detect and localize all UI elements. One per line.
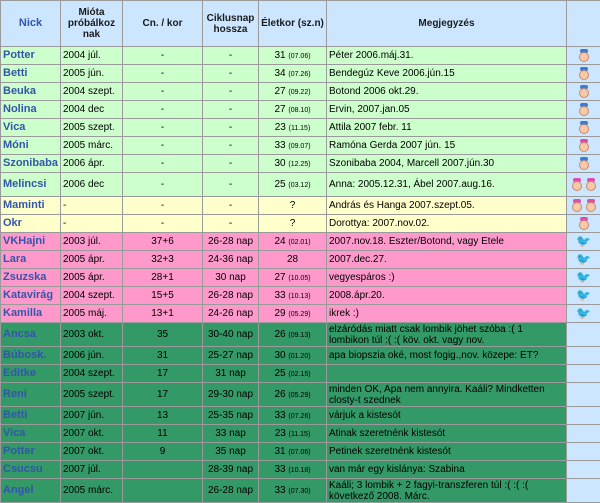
since-cell: 2005 szept. [61, 383, 123, 407]
birthday-value: (11.15) [289, 431, 311, 438]
nick-cell: Ancsa [1, 323, 61, 347]
age-cell [259, 347, 327, 365]
header-since: Mióta próbálkoz nak [61, 1, 123, 47]
nick-cell: Betti [1, 407, 61, 425]
cycle-cell: 33 nap [203, 425, 259, 443]
nick-cell: Editke [1, 365, 61, 383]
age-cell [259, 383, 327, 407]
age-cell [259, 287, 327, 305]
age-value: ? [290, 218, 296, 229]
cn-cell [123, 479, 203, 503]
birthday-value: (07.30) [288, 488, 310, 495]
stork-icon: 🐦 [576, 236, 591, 247]
icon-cell [567, 443, 600, 461]
header-cn: Cn. / kor [123, 1, 203, 47]
table-row [1, 47, 600, 65]
table-row [1, 269, 600, 287]
note-cell: Szonibaba 2004, Marcell 2007.jún.30 [327, 155, 567, 173]
birthday-value: (02.01) [288, 239, 310, 246]
baby-boy-icon [577, 85, 591, 99]
baby-pair-icon [570, 178, 584, 192]
cn-cell: 17 [123, 365, 203, 383]
table-row [1, 65, 600, 83]
table-row [1, 305, 600, 323]
age-value: 30 [274, 350, 285, 361]
table-row [1, 251, 600, 269]
since-cell: 2005 márc. [61, 479, 123, 503]
icon-cell [567, 155, 600, 173]
birthday-value: (11.15) [289, 125, 311, 132]
birthday-value: (07.26) [288, 413, 310, 420]
age-value: 33 [274, 140, 285, 151]
icon-cell [567, 233, 600, 251]
cycle-cell: 24-26 nap [203, 305, 259, 323]
age-value: 30 [274, 158, 285, 169]
icon-cell [567, 269, 600, 287]
table-row [1, 347, 600, 365]
table-row [1, 443, 600, 461]
icon-cell [567, 305, 600, 323]
cycle-cell: - [203, 119, 259, 137]
cn-cell: - [123, 137, 203, 155]
icon-cell [567, 383, 600, 407]
age-cell [259, 425, 327, 443]
age-value: 25 [274, 179, 285, 190]
age-cell [259, 233, 327, 251]
icon-cell [567, 251, 600, 269]
baby-boy-icon [577, 67, 591, 81]
cn-cell: - [123, 65, 203, 83]
note-cell: apa biopszia oké, most fogig.,nov. közepe: ET? [327, 347, 567, 365]
cycle-cell: - [203, 197, 259, 215]
age-cell [259, 137, 327, 155]
since-cell: 2004 szept. [61, 83, 123, 101]
icon-cell [567, 83, 600, 101]
icon-cell [567, 215, 600, 233]
icon-cell [567, 347, 600, 365]
age-cell [259, 461, 327, 479]
table-row [1, 479, 600, 503]
birthday-value: (05.29) [288, 311, 310, 318]
cycle-cell: - [203, 101, 259, 119]
age-cell [259, 101, 327, 119]
birthday-value: (01.20) [288, 353, 310, 360]
age-value: 24 [274, 236, 285, 247]
nick-cell: Szonibaba [1, 155, 61, 173]
cycle-cell: - [203, 47, 259, 65]
cn-cell: 9 [123, 443, 203, 461]
since-cell: 2005 ápr. [61, 251, 123, 269]
since-cell: 2005 jún. [61, 65, 123, 83]
cycle-cell: - [203, 83, 259, 101]
note-cell: Péter 2006.máj.31. [327, 47, 567, 65]
since-cell: - [61, 197, 123, 215]
nick-cell: Vica [1, 425, 61, 443]
cycle-cell: 24-36 nap [203, 251, 259, 269]
cn-cell: 28+1 [123, 269, 203, 287]
baby-pair-icon [584, 178, 598, 192]
icon-cell [567, 479, 600, 503]
nick-cell: Móni [1, 137, 61, 155]
note-cell: 2007.dec.27. [327, 251, 567, 269]
since-cell: - [61, 215, 123, 233]
cn-cell: 31 [123, 347, 203, 365]
header-nick: Nick [1, 1, 61, 47]
cycle-cell: 31 nap [203, 365, 259, 383]
birthday-value: (12.25) [288, 161, 310, 168]
nick-cell: Reni [1, 383, 61, 407]
age-value: ? [290, 200, 296, 211]
age-value: 25 [274, 368, 285, 379]
nick-cell: Okr [1, 215, 61, 233]
stork-icon: 🐦 [576, 254, 591, 265]
note-cell: Atinak szeretnénk kistesót [327, 425, 567, 443]
nick-cell: Angel [1, 479, 61, 503]
age-cell [259, 215, 327, 233]
birthday-value: (02.15) [288, 371, 310, 378]
age-cell [259, 119, 327, 137]
header-notes: Megjegyzés [327, 1, 567, 47]
age-value: 27 [274, 86, 285, 97]
cn-cell: - [123, 173, 203, 197]
nick-cell: Betti [1, 65, 61, 83]
baby-twins-icon [584, 199, 598, 213]
baby-boy-icon [577, 121, 591, 135]
stork-icon: 🐦 [576, 290, 591, 301]
table-row [1, 323, 600, 347]
since-cell: 2005 ápr. [61, 269, 123, 287]
icon-cell [567, 461, 600, 479]
table-row [1, 383, 600, 407]
table-row [1, 215, 600, 233]
age-cell [259, 305, 327, 323]
age-cell [259, 443, 327, 461]
cycle-cell: 25-35 nap [203, 407, 259, 425]
age-value: 28 [287, 254, 298, 265]
icon-cell [567, 65, 600, 83]
note-cell: Anna: 2005.12.31, Ábel 2007.aug.16. [327, 173, 567, 197]
icon-cell [567, 287, 600, 305]
birthday-value: (09.13) [288, 332, 310, 339]
icon-cell [567, 197, 600, 215]
birthday-value: (07.26) [288, 71, 310, 78]
age-cell [259, 155, 327, 173]
table-body [1, 47, 600, 503]
cycle-cell: 30-40 nap [203, 323, 259, 347]
cn-cell: - [123, 101, 203, 119]
since-cell: 2007 júl. [61, 461, 123, 479]
note-cell: Kaáli; 3 lombik + 2 fagyi-transzferen túl :( :( :( következő 2008. Márc. [327, 479, 567, 503]
age-cell [259, 197, 327, 215]
note-cell: minden OK, Apa nem annyira. Kaáli? Mindketten closty-t szednek [327, 383, 567, 407]
since-cell: 2006 jún. [61, 347, 123, 365]
cn-cell [123, 461, 203, 479]
age-value: 33 [274, 485, 285, 496]
table-row [1, 137, 600, 155]
icon-cell [567, 425, 600, 443]
cycle-cell: - [203, 137, 259, 155]
table-row [1, 101, 600, 119]
birthday-value: (08.10) [288, 107, 310, 114]
cn-cell: - [123, 155, 203, 173]
note-cell: Ervin, 2007.jan.05 [327, 101, 567, 119]
age-value: 23 [275, 428, 286, 439]
table-row [1, 287, 600, 305]
table-row [1, 197, 600, 215]
nick-cell: Katavirág [1, 287, 61, 305]
nick-cell: Búbosk. [1, 347, 61, 365]
cn-cell: - [123, 83, 203, 101]
cn-cell: 37+6 [123, 233, 203, 251]
birthday-value: (10.13) [288, 293, 310, 300]
age-cell [259, 47, 327, 65]
nick-cell: Melincsi [1, 173, 61, 197]
note-cell: ikrek :) [327, 305, 567, 323]
note-cell: Bendegúz Keve 2006.jún.15 [327, 65, 567, 83]
cycle-cell: 30 nap [203, 269, 259, 287]
cn-cell: - [123, 119, 203, 137]
age-cell [259, 479, 327, 503]
icon-cell [567, 137, 600, 155]
note-cell: Attila 2007 febr. 11 [327, 119, 567, 137]
nick-cell: Nolina [1, 101, 61, 119]
since-cell: 2006 dec [61, 173, 123, 197]
baby-twins-icon [570, 199, 584, 213]
note-cell: elzáródás miatt csak lombik jöhet szóba :( 1 lombikon túl :( :( köv. okt. vagy nov. [327, 323, 567, 347]
age-value: 31 [274, 50, 285, 61]
icon-cell [567, 323, 600, 347]
table-row [1, 407, 600, 425]
cycle-cell: 25-27 nap [203, 347, 259, 365]
nick-cell: Vica [1, 119, 61, 137]
icon-cell [567, 407, 600, 425]
age-cell [259, 323, 327, 347]
icon-cell [567, 173, 600, 197]
table-row [1, 155, 600, 173]
nick-cell: Beuka [1, 83, 61, 101]
since-cell: 2004 júl. [61, 47, 123, 65]
cn-cell: 32+3 [123, 251, 203, 269]
nick-cell: VKHajni [1, 233, 61, 251]
birthday-value: (07.06) [288, 449, 310, 456]
cycle-cell: 26-28 nap [203, 479, 259, 503]
note-cell: vegyespáros :) [327, 269, 567, 287]
since-cell: 2004 szept. [61, 287, 123, 305]
age-value: 27 [274, 104, 285, 115]
age-cell [259, 65, 327, 83]
header-icon-column [567, 1, 600, 47]
cycle-cell: - [203, 155, 259, 173]
birthday-value: (07.06) [288, 53, 310, 60]
birthday-value: (03.12) [288, 182, 310, 189]
table-row [1, 173, 600, 197]
note-cell: van már egy kislánya: Szabina [327, 461, 567, 479]
cycle-cell: 28-39 nap [203, 461, 259, 479]
stork-icon: 🐦 [576, 272, 591, 283]
cn-cell: - [123, 215, 203, 233]
note-cell: András és Hanga 2007.szept.05. [327, 197, 567, 215]
note-cell: várjuk a kistesót [327, 407, 567, 425]
cn-cell: 13 [123, 407, 203, 425]
cn-cell: 35 [123, 323, 203, 347]
age-value: 31 [274, 446, 285, 457]
cn-cell: - [123, 47, 203, 65]
icon-cell [567, 101, 600, 119]
nick-cell: Zsuzska [1, 269, 61, 287]
birthday-value: (09.07) [288, 143, 310, 150]
note-cell: Dorottya: 2007.nov.02. [327, 215, 567, 233]
age-value: 33 [274, 464, 285, 475]
baby-boy-icon [577, 49, 591, 63]
since-cell: 2007 jún. [61, 407, 123, 425]
birthday-value: (10.18) [288, 467, 310, 474]
table-row [1, 461, 600, 479]
since-cell: 2004 szept. [61, 365, 123, 383]
since-cell: 2003 júl. [61, 233, 123, 251]
nick-cell: Potter [1, 443, 61, 461]
cn-cell: 15+5 [123, 287, 203, 305]
cn-cell: 13+1 [123, 305, 203, 323]
icon-cell [567, 47, 600, 65]
age-value: 23 [275, 122, 286, 133]
cn-cell: 11 [123, 425, 203, 443]
cycle-cell: - [203, 215, 259, 233]
age-value: 33 [274, 290, 285, 301]
cn-cell: 17 [123, 383, 203, 407]
age-cell [259, 251, 327, 269]
table-row [1, 119, 600, 137]
age-cell [259, 365, 327, 383]
icon-cell [567, 119, 600, 137]
baby-boy-icon [577, 103, 591, 117]
since-cell: 2007 okt. [61, 443, 123, 461]
table-row [1, 83, 600, 101]
age-value: 33 [274, 410, 285, 421]
since-cell: 2007 okt. [61, 425, 123, 443]
stork-icon: 🐦 [576, 308, 591, 319]
baby-girl-icon [577, 139, 591, 153]
note-cell: Ramóna Gerda 2007 jún. 15 [327, 137, 567, 155]
note-cell [327, 365, 567, 383]
nick-cell: Csucsu [1, 461, 61, 479]
nick-cell: Maminti [1, 197, 61, 215]
table-row [1, 425, 600, 443]
birthday-value: (05.29) [288, 392, 310, 399]
birthday-value: (10.05) [288, 275, 310, 282]
cycle-cell: 35 nap [203, 443, 259, 461]
birthday-value: (09.22) [288, 89, 310, 96]
nick-cell: Kamilla [1, 305, 61, 323]
since-cell: 2005 szept. [61, 119, 123, 137]
age-cell [259, 173, 327, 197]
cycle-cell: 26-28 nap [203, 287, 259, 305]
note-cell: 2007.nov.18. Eszter/Botond, vagy Etele [327, 233, 567, 251]
baby-girl-icon [577, 217, 591, 231]
note-cell: Petinek szeretnénk kistesót [327, 443, 567, 461]
baby-boy-icon [577, 157, 591, 171]
age-cell [259, 269, 327, 287]
note-cell: 2008.ápr.20. [327, 287, 567, 305]
cycle-cell: - [203, 173, 259, 197]
cycle-cell: 26-28 nap [203, 233, 259, 251]
since-cell: 2003 okt. [61, 323, 123, 347]
since-cell: 2004 dec [61, 101, 123, 119]
header-age: Életkor (sz.n) [259, 1, 327, 47]
since-cell: 2005 máj. [61, 305, 123, 323]
nick-cell: Lara [1, 251, 61, 269]
age-value: 26 [274, 329, 285, 340]
age-value: 34 [274, 68, 285, 79]
age-value: 26 [274, 389, 285, 400]
age-cell [259, 407, 327, 425]
since-cell: 2006 ápr. [61, 155, 123, 173]
nick-cell: Potter [1, 47, 61, 65]
header-cycle: Ciklusnap hossza [203, 1, 259, 47]
icon-cell [567, 365, 600, 383]
cycle-cell: - [203, 65, 259, 83]
age-value: 27 [274, 272, 285, 283]
since-cell: 2005 márc. [61, 137, 123, 155]
age-value: 29 [274, 308, 285, 319]
cn-cell: - [123, 197, 203, 215]
cycle-cell: 29-30 nap [203, 383, 259, 407]
age-cell [259, 83, 327, 101]
note-cell: Botond 2006 okt.29. [327, 83, 567, 101]
table-row [1, 365, 600, 383]
table-row [1, 233, 600, 251]
